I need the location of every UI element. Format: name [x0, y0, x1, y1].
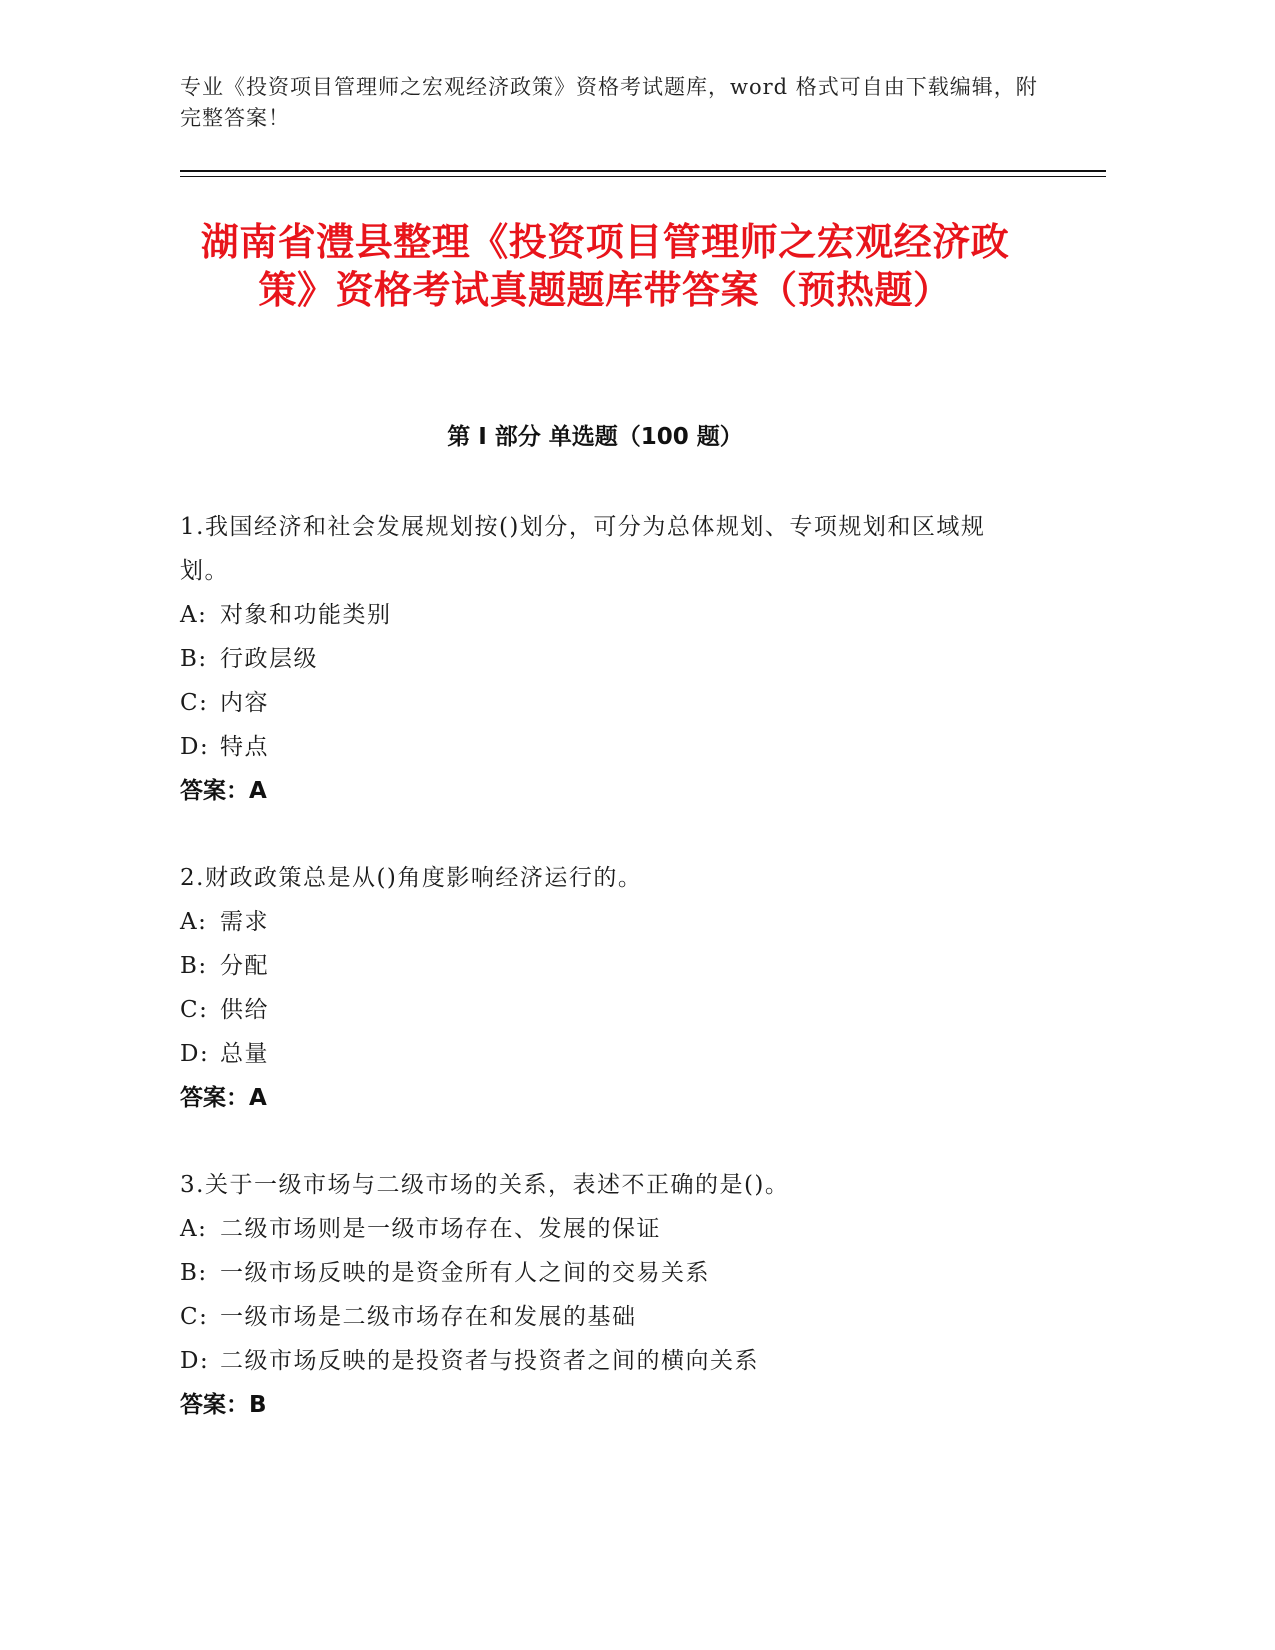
option-a [180, 593, 1030, 637]
option-text: 一级市场是二级市场存在和发展的基础 [220, 1304, 637, 1330]
option-text: 特点 [220, 734, 269, 760]
option-key: B: [180, 1260, 208, 1286]
option-key: C: [180, 690, 209, 716]
option-b [180, 944, 1030, 988]
option-a [180, 900, 1030, 944]
option-key: D: [180, 734, 210, 760]
option-text: 对象和功能类别 [220, 602, 392, 628]
question-2 [180, 856, 1030, 1120]
question-list [180, 505, 1030, 1470]
section-heading: 第 I 部分 单选题（100 题） [447, 424, 743, 450]
option-text: 分配 [220, 953, 269, 979]
option-text: 二级市场反映的是投资者与投资者之间的横向关系 [220, 1348, 759, 1374]
header-note: 专业《投资项目管理师之宏观经济政策》资格考试题库，word 格式可自由下载编辑，附完整答案！ [180, 75, 1038, 130]
option-c [180, 1295, 1030, 1339]
option-key: D: [180, 1348, 210, 1374]
option-a [180, 1207, 1030, 1251]
option-b [180, 637, 1030, 681]
option-text: 行政层级 [220, 646, 318, 672]
option-text: 总量 [220, 1041, 269, 1067]
question-stem: 3.关于一级市场与二级市场的关系，表述不正确的是()。 [180, 1172, 790, 1198]
option-key: C: [180, 1304, 209, 1330]
option-text: 二级市场则是一级市场存在、发展的保证 [220, 1216, 661, 1242]
question-stem: 1.我国经济和社会发展规划按()划分，可分为总体规划、专项规划和区域规划。 [180, 514, 986, 584]
option-text: 内容 [220, 690, 269, 716]
option-key: A: [180, 909, 208, 935]
option-c [180, 988, 1030, 1032]
answer-line: 答案：A [180, 778, 267, 804]
question-stem: 2.财政政策总是从()角度影响经济运行的。 [180, 865, 643, 891]
option-key: B: [180, 646, 208, 672]
answer-line: 答案：B [180, 1392, 267, 1418]
option-key: A: [180, 602, 208, 628]
option-key: A: [180, 1216, 208, 1242]
option-d [180, 725, 1030, 769]
option-key: C: [180, 997, 209, 1023]
answer-line: 答案：A [180, 1085, 267, 1111]
option-key: B: [180, 953, 208, 979]
option-text: 供给 [220, 997, 269, 1023]
option-key: D: [180, 1041, 210, 1067]
option-d [180, 1032, 1030, 1076]
question-1 [180, 505, 1030, 813]
option-text: 一级市场反映的是资金所有人之间的交易关系 [220, 1260, 710, 1286]
option-b [180, 1251, 1030, 1295]
option-c [180, 681, 1030, 725]
option-d [180, 1339, 1030, 1383]
header-divider-thick [180, 170, 1106, 172]
document-title: 湖南省澧县整理《投资项目管理师之宏观经济政策》资格考试真题题库带答案（预热题） [200, 220, 1010, 312]
option-text: 需求 [220, 909, 269, 935]
question-3 [180, 1163, 1030, 1427]
header-divider-thin [180, 176, 1106, 177]
